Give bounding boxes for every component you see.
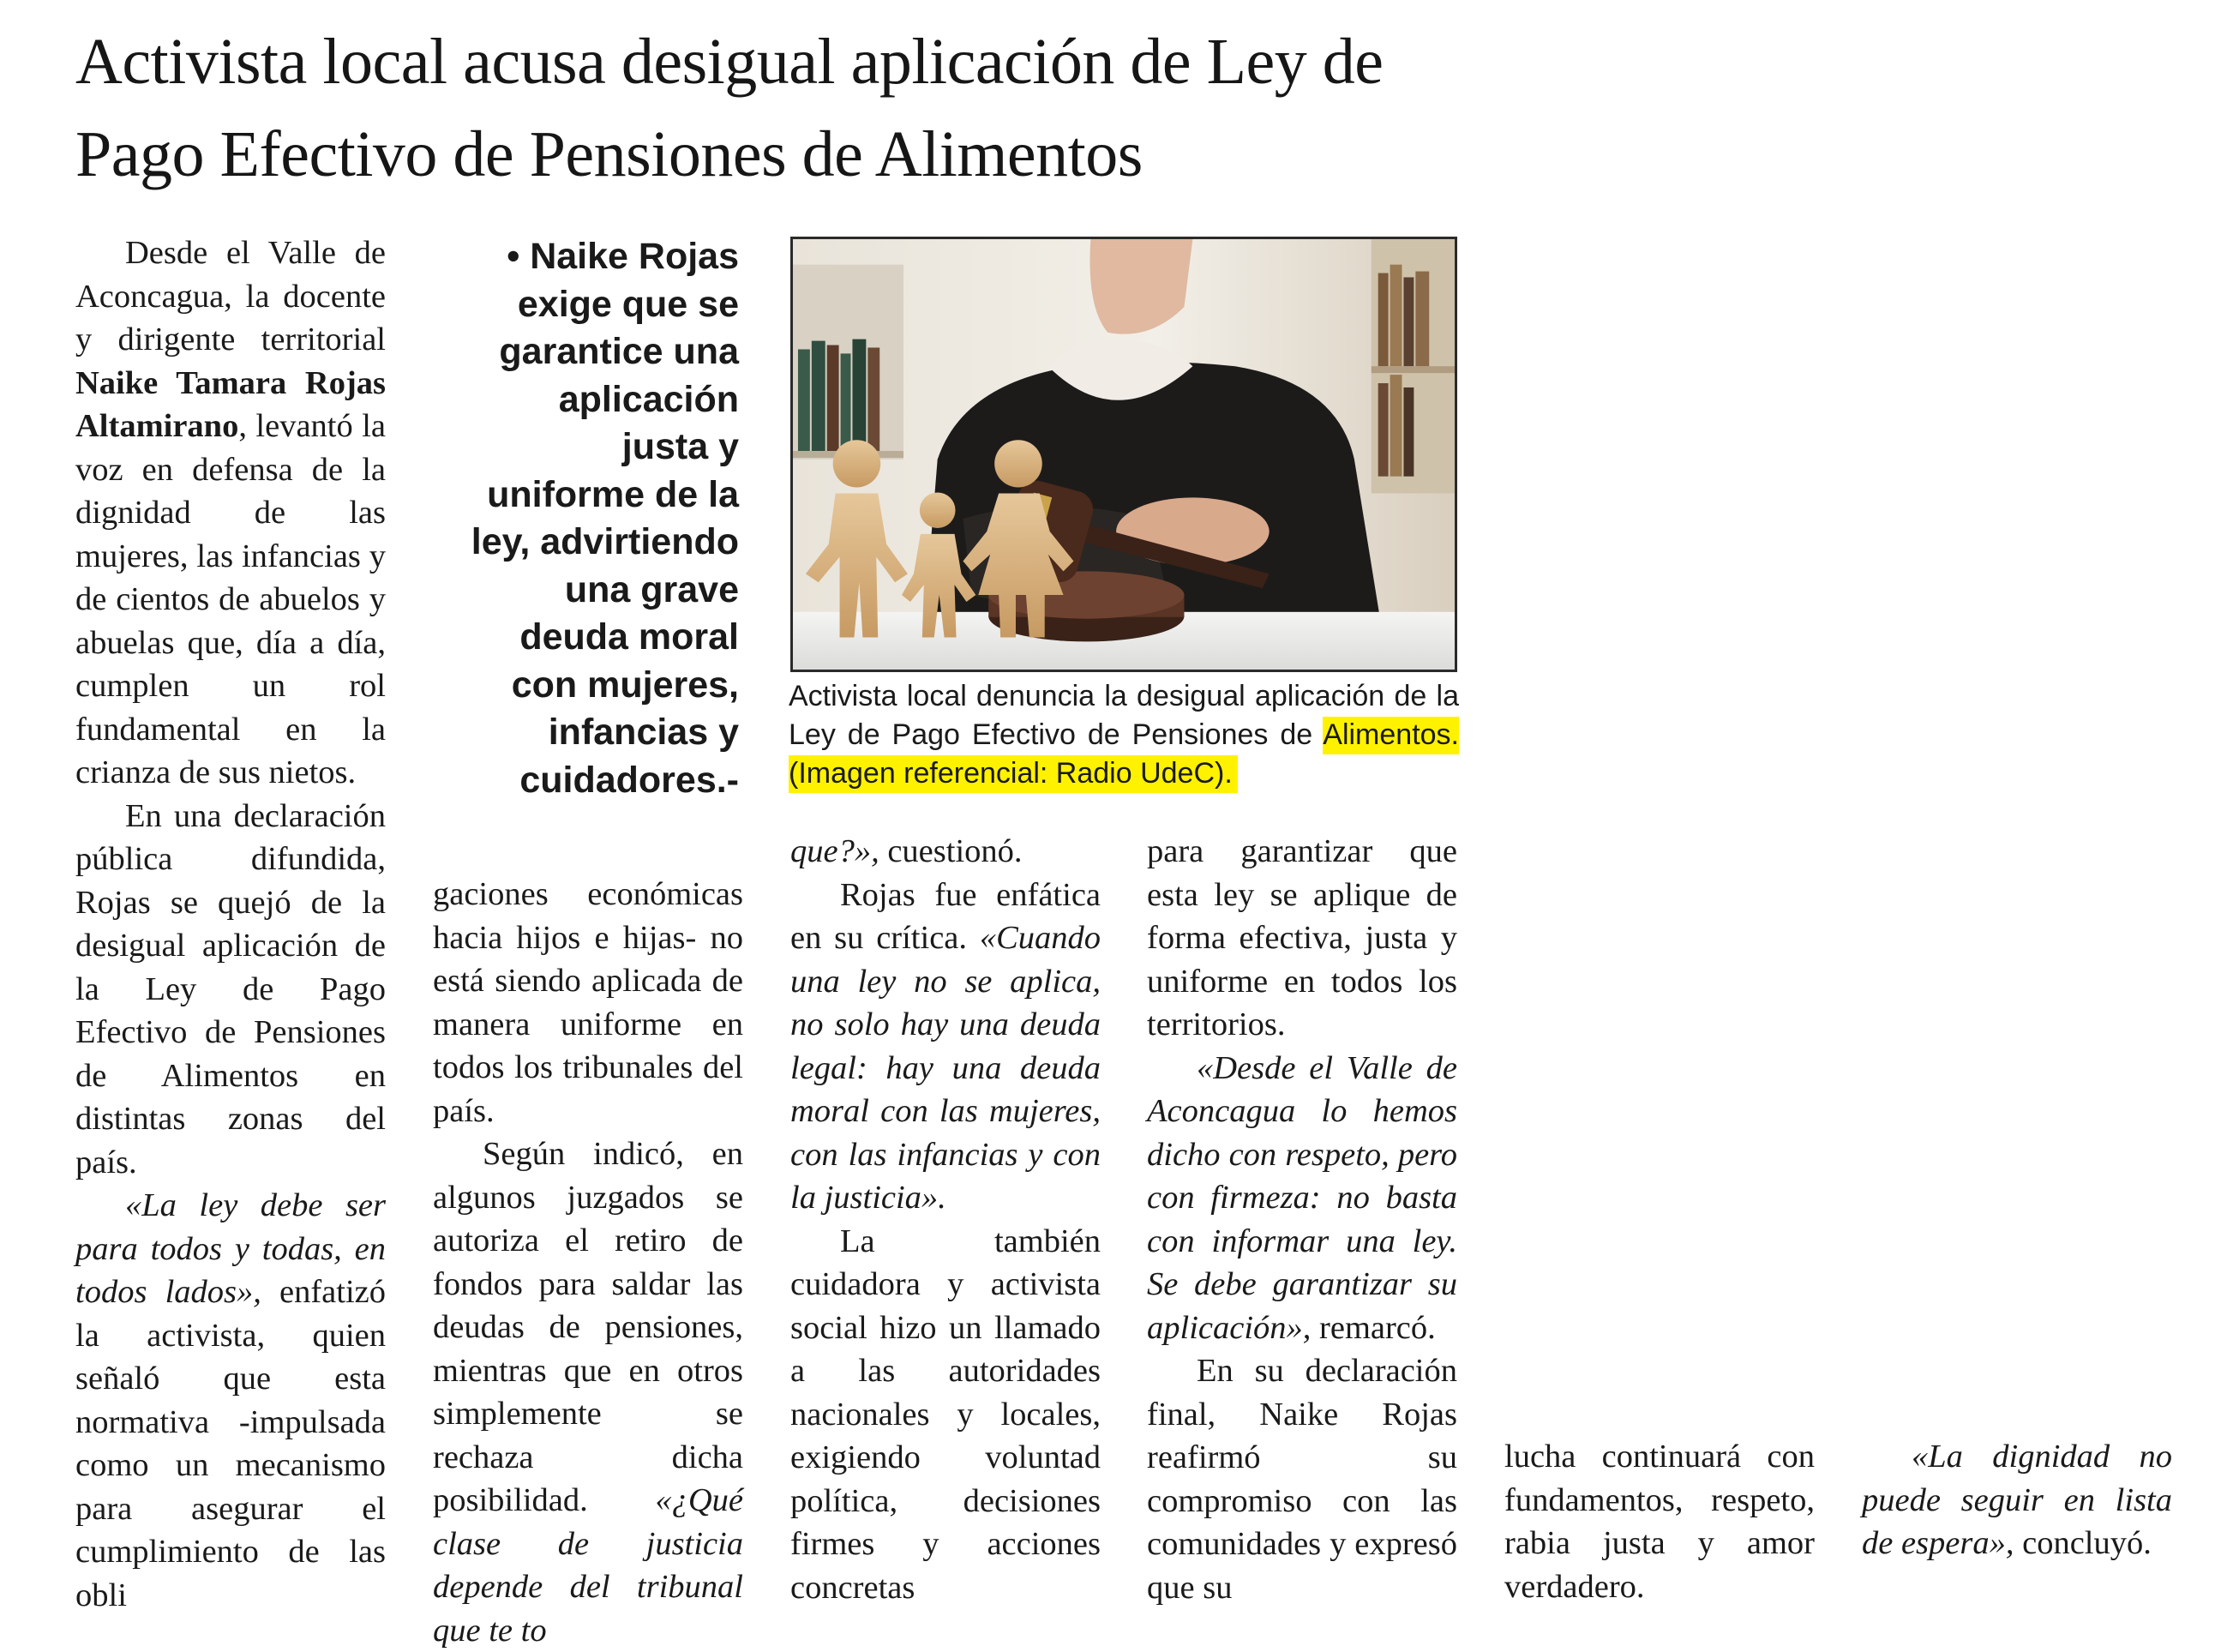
paragraph-intro bbox=[75, 231, 386, 795]
text-run: Rojas fue enfática en su crítica. bbox=[790, 876, 1101, 956]
paragraph bbox=[75, 1184, 386, 1617]
text-run: , levantó la voz en defensa de la dignidad de las mujeres, las infancias y de cientos de abuelos y abuelas que, día a día, cumplen un rol fundamental en la crianza de sus nietos. bbox=[75, 408, 386, 790]
paragraph-continued: lucha continuará con fundamentos, respeto, rabia justa y amor verdadero. bbox=[1504, 1439, 1815, 1605]
paragraph bbox=[790, 874, 1101, 1220]
headline: Activista local acusa desigual aplicación de Ley de Pago Efectivo de Pensiones de Alimentos bbox=[75, 26, 1384, 190]
article-column-6 bbox=[1862, 1435, 2172, 1565]
quote: «Desde el Valle de Aconcagua lo hemos dicho con respeto, pero con firmeza: no basta con informar una ley. Se debe garantizar su aplicación», bbox=[1147, 1049, 1457, 1346]
judge-gavel-family-illustration bbox=[793, 239, 1455, 670]
quote: «¿Qué clase de justicia depende del tribunal que te to bbox=[433, 1482, 743, 1649]
paragraph-continued: para garantizar que esta ley se aplique de forma efectiva, justa y uniforme en todos los territorios. bbox=[1147, 833, 1457, 1042]
photo-caption bbox=[789, 677, 1459, 793]
quote: «La ley debe ser para todos y todas, en todos lados», bbox=[75, 1187, 386, 1310]
text-run: Según indicó, en algunos juzgados se autoriza el retiro de fondos para saldar las deudas de pensiones, mientras que en otros simplemente se rechaza dicha posibilidad. bbox=[433, 1136, 743, 1518]
quote: «La dignidad no puede seguir en lista de espera», bbox=[1862, 1439, 2172, 1561]
text-run: enfatizó la activista, quien señaló que esta normativa -impulsada como un mecanismo para asegurar el cumplimiento de las obli bbox=[75, 1274, 386, 1613]
article-column-1 bbox=[75, 231, 386, 1617]
paragraph bbox=[433, 1132, 743, 1652]
person-name: Naike Tamara Rojas Altamirano bbox=[75, 364, 386, 444]
paragraph: En su declaración final, Naike Rojas reafirmó su compromiso con las comunidades y expresó que su bbox=[1147, 1353, 1457, 1606]
paragraph-closing bbox=[1862, 1435, 2172, 1565]
quote: «Cuando una ley no se aplica, no solo hay una deuda legal: hay una deuda moral con las mujeres, con las infancias y con la justicia». bbox=[790, 920, 1101, 1216]
article-column-2 bbox=[433, 873, 743, 1652]
caption-text: Activista local denuncia la desigual aplicación de la Ley de Pago Efectivo de Pensiones de bbox=[789, 680, 1459, 751]
paragraph-continued: gaciones económicas hacia hijos e hijas- no está siendo aplicada de manera uniforme en todos los tribunales del país. bbox=[433, 876, 743, 1129]
paragraph-continued bbox=[790, 830, 1101, 874]
paragraph bbox=[1147, 1047, 1457, 1350]
pull-quote: • Naike Rojas exige que se garantice una aplicación justa y uniforme de la ley, advirtiendo una grave deuda moral con mujeres, infancias y cuidadores.- bbox=[471, 236, 739, 801]
article-column-3 bbox=[790, 830, 1101, 1609]
text-run: concluyó. bbox=[2014, 1525, 2152, 1561]
text-run: cuestionó. bbox=[879, 833, 1023, 869]
paragraph: La también cuidadora y activista social hizo un llamado a las autoridades nacionales y locales, exigiendo voluntad política, decisiones firmes y acciones concretas bbox=[790, 1222, 1101, 1606]
quote: que?», bbox=[790, 833, 879, 869]
article-column-5 bbox=[1504, 1435, 1815, 1608]
text-run: Desde el Valle de Aconcagua, la docente y dirigente territorial bbox=[75, 235, 386, 357]
text-run: remarcó. bbox=[1311, 1309, 1436, 1346]
caption-highlighted-text: Alimentos. (Imagen referencial: Radio UdeC). bbox=[789, 717, 1459, 793]
paragraph: En una declaración pública difundida, Rojas se quejó de la desigual aplicación de la Ley de Pago Efectivo de Pensiones de Alimentos en distintas zonas del país. bbox=[75, 797, 386, 1180]
article-photo bbox=[790, 237, 1457, 672]
article-column-4 bbox=[1147, 830, 1457, 1609]
